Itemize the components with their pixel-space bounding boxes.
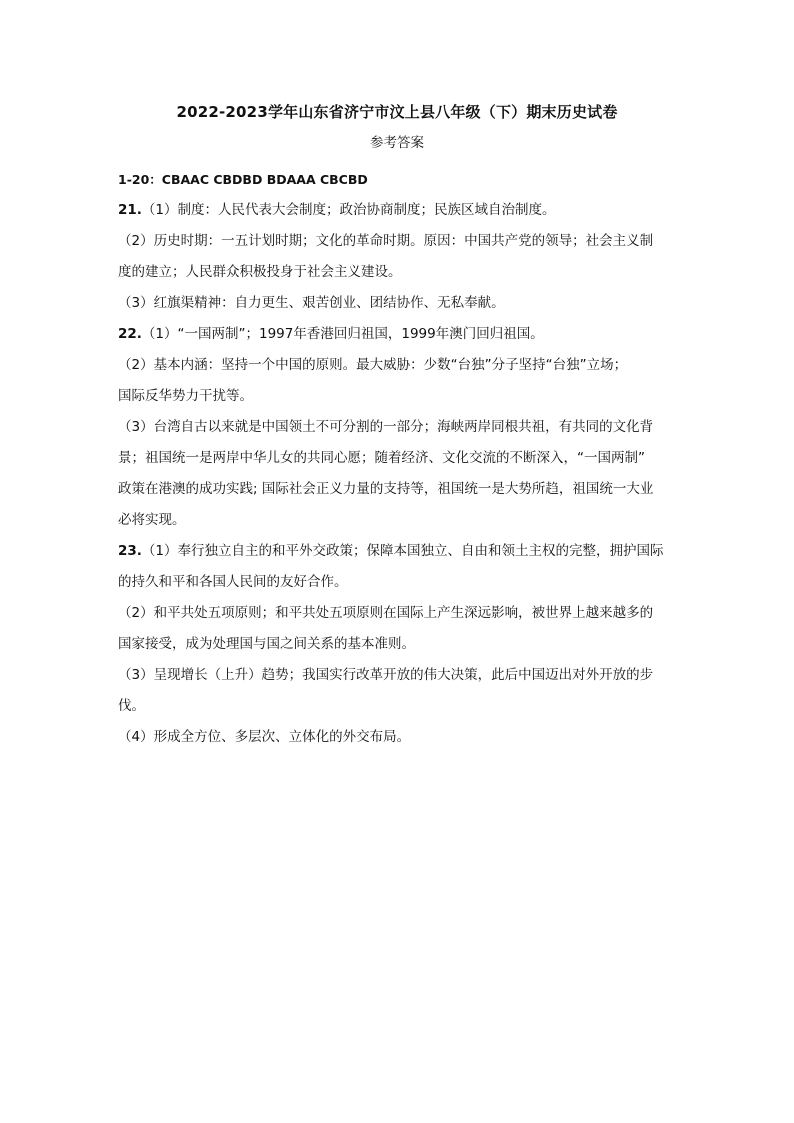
q23-line-3: （2）和平共处五项原则；和平共处五项原则在国际上产生深远影响，被世界上越来越多的 — [118, 605, 654, 621]
q23-line-7: （4）形成全方位、多层次、立体化的外交布局。 — [118, 729, 411, 745]
q22-text-1: （1）“一国两制”；1997年香港回归祖国，1999年澳门回归祖国。 — [141, 326, 544, 342]
page-title: 2022-2023学年山东省济宁市汶上县八年级（下）期末历史试卷 — [176, 103, 618, 121]
q21-line-2: （2）历史时期：一五计划时期；文化的革命时期。原因：中国共产党的领导；社会主义制 — [118, 233, 654, 249]
multiple-choice-answers: 1-20：CBAAC CBDBD BDAAA CBCBD — [118, 172, 368, 187]
q23-number: 23. — [118, 543, 142, 559]
q23-line-2: 的持久和平和各国人民间的友好合作。 — [118, 574, 348, 590]
q23-line-6: 伐。 — [118, 698, 145, 714]
q21-text-1: （1）制度：人民代表大会制度；政治协商制度；民族区域自治制度。 — [141, 202, 556, 218]
answer-content — [118, 164, 678, 753]
q21-number: 21. — [118, 202, 142, 218]
q22-line-5: 景；祖国统一是两岸中华儿女的共同心愿；随着经济、文化交流的不断深入，“一国两制” — [118, 450, 645, 466]
q23-line-1 — [118, 536, 678, 567]
q23-line-5: （3）呈现增长（上升）趋势；我国实行改革开放的伟大决策，此后中国迈出对外开放的步 — [118, 667, 654, 683]
q23-text-1: （1）奉行独立自主的和平外交政策；保障本国独立、自由和领土主权的完整，拥护国际 — [141, 543, 664, 559]
q22-line-2: （2）基本内涵：坚持一个中国的原则。最大威胁：少数“台独”分子坚持“台独”立场； — [118, 357, 628, 373]
q22-line-1 — [118, 319, 678, 350]
q22-line-4: （3）台湾自古以来就是中国领土不可分割的一部分；海峡两岸同根共祖，有共同的文化背 — [118, 419, 654, 435]
q22-line-7: 必将实现。 — [118, 512, 186, 528]
q23-line-4: 国家接受，成为处理国与国之间关系的基本准则。 — [118, 636, 415, 652]
q21-line-4: （3）红旗渠精神：自力更生、艰苦创业、团结协作、无私奉献。 — [118, 295, 505, 311]
q22-line-6: 政策在港澳的成功实践; 国际社会正义力量的支持等，祖国统一是大势所趋，祖国统一大业 — [118, 481, 654, 497]
q22-line-3: 国际反华势力干扰等。 — [118, 388, 253, 404]
q22-number: 22. — [118, 326, 142, 342]
q21-line-3: 度的建立；人民群众积极投身于社会主义建设。 — [118, 264, 402, 280]
page-subtitle: 参考答案 — [370, 135, 424, 151]
q21-line-1 — [118, 195, 678, 226]
